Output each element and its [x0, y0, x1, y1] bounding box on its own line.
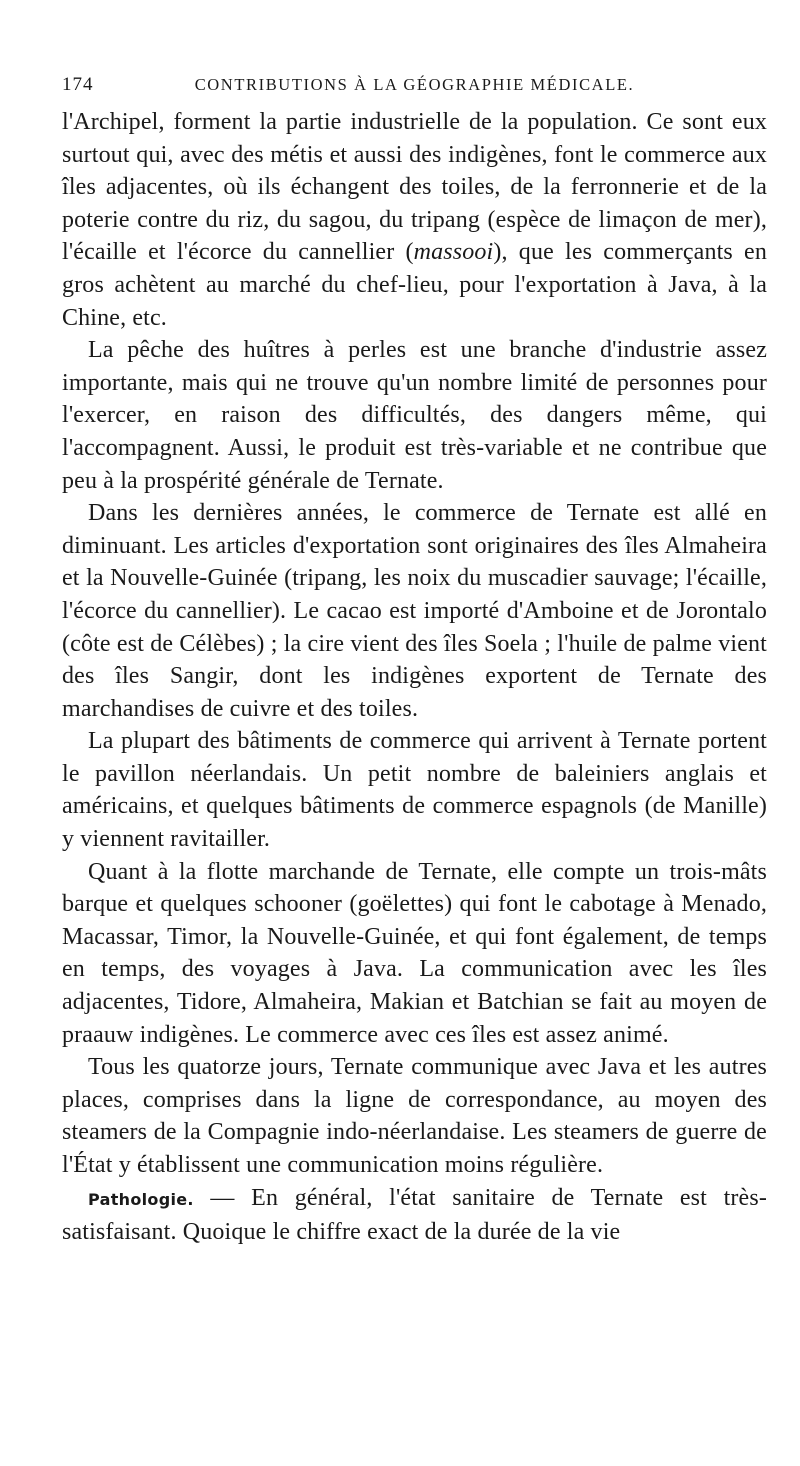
paragraph-pearl-fishing: La pêche des huîtres à perles est une branche d'industrie assez importante, mais qui ne trouve qu'un nombre limité de personnes pour l'exercer, en raison des difficultés, des dangers même, qui l'accompagnent. Aussi, le produit est très-variable et ne contribue que peu à la prospérité générale de Ternate.	[62, 337, 767, 494]
paragraph-commerce: Dans les dernières années, le commerce de Ternate est allé en diminuant. Les articles d'exportation sont originaires des îles Almaheira et la Nouvelle-Guinée (tripang, les noix du muscadier sauvage; l'écaille, l'écorce du cannellier). Le cacao est importé d'Amboine et de Jorontalo (côte est de Célèbes) ; la cire vient des îles Soela ; l'huile de palme vient des îles Sangir, dont les indigènes exportent de Ternate des marchandises de cuivre et des toiles.	[62, 500, 767, 722]
paragraph-ships: La plupart des bâtiments de commerce qui arrivent à Ternate portent le pavillon néerlandais. Un petit nombre de baleiniers anglais et américains, et quelques bâtiments de commerce espagnols (de Manille) y viennent ravitailler.	[62, 728, 767, 853]
paragraph-text: ), que les commerçants en gros achètent au marché du chef-lieu, pour l'exportation à Java, à la Chine, etc.	[62, 239, 767, 331]
body-text	[62, 106, 767, 1249]
paragraph-text: — En général, l'état sanitaire de Ternate est très-satisfaisant. Quoique le chiffre exact de la durée de la vie	[62, 1184, 767, 1246]
running-head	[62, 74, 767, 104]
paragraph-fleet: Quant à la flotte marchande de Ternate, elle compte un trois-mâts barque et quelques schooner (goëlettes) qui font le cabotage à Menado, Macassar, Timor, la Nouvelle-Guinée, et qui font également, de temps en temps, des voyages à Java. La communication avec les îles adjacentes, Tidore, Almaheira, Makian et Batchian se fait au moyen de praauw indigènes. Le commerce avec ces îles est assez animé.	[62, 858, 767, 1048]
page-number: 174	[62, 74, 94, 95]
paragraph-steamers: Tous les quatorze jours, Ternate communique avec Java et les autres places, comprises dans la ligne de correspondance, au moyen des steamers de la Compagnie indo-néerlandaise. Les steamers de guerre de l'État y établissent une communication moins régulière.	[62, 1054, 767, 1178]
paragraph-pathologie	[62, 1182, 767, 1249]
paragraph-continuation	[62, 106, 767, 334]
italic-term: massooi	[413, 239, 494, 266]
paragraph-text: l'Archipel, forment la partie industrielle de la population. Ce sont eux surtout qui, avec des métis et aussi des indigènes, font le commerce aux îles adjacentes, où ils échangent des toiles, de la ferronnerie et de la poterie contre du riz, du sagou, du tripang (espèce de limaçon de mer), l'écaille et l'écorce du cannellier (	[62, 109, 767, 266]
running-title: CONTRIBUTIONS À LA GÉOGRAPHIE MÉDICALE.	[194, 75, 635, 94]
book-page	[62, 74, 767, 1249]
section-heading: Pathologie.	[88, 1189, 194, 1209]
